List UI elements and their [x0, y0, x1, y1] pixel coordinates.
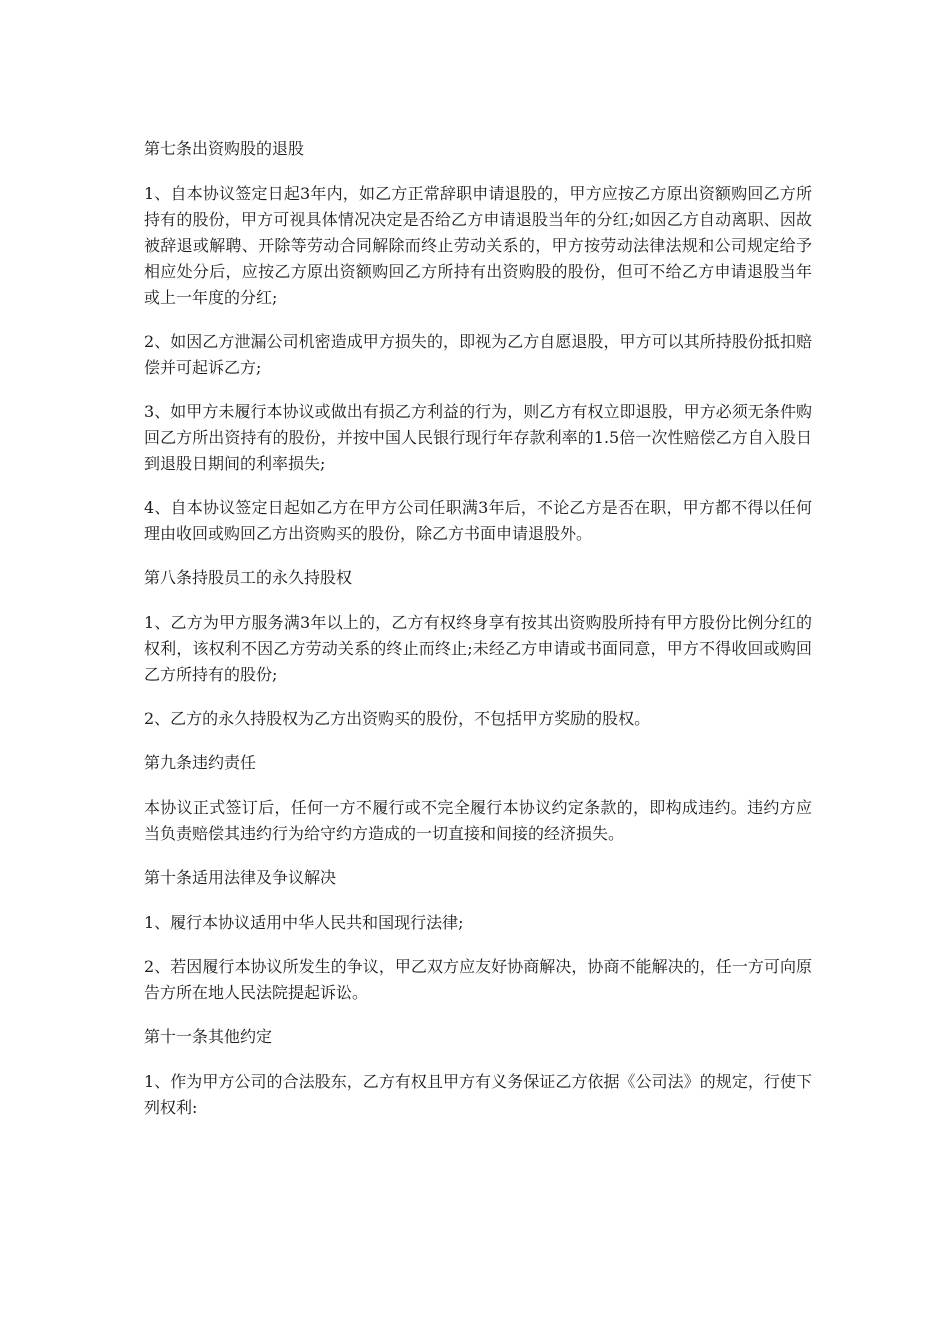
article-8-clause-1: 1、乙方为甲方服务满3年以上的，乙方有权终身享有按其出资购股所持有甲方股份比例分红的权利，该权利不因乙方劳动关系的终止而终止;未经乙方申请或书面同意，甲方不得收回或购回乙方所持有的股份; — [144, 613, 812, 684]
article-8-heading: 第八条持股员工的永久持股权 — [144, 568, 353, 587]
article-7-clause-1: 1、自本协议签定日起3年内，如乙方正常辞职申请退股的，甲方应按乙方原出资额购回乙方所持有的股份，甲方可视具体情况决定是否给乙方申请退股当年的分红;如因乙方自动离职、因故被辞退或解聘、开除等劳动合同解除而终止劳动关系的，甲方按劳动法律法规和公司规定给予相应处分后，应按乙方原出资额购回乙方所持有出资购股的股份，但可不给乙方申请退股当年或上一年度的分红; — [144, 184, 812, 307]
article-9-body: 本协议正式签订后，任何一方不履行或不完全履行本协议约定条款的，即构成违约。违约方应当负责赔偿其违约行为给守约方造成的一切直接和间接的经济损失。 — [144, 798, 812, 843]
article-7-clause-3: 3、如甲方未履行本协议或做出有损乙方利益的行为，则乙方有权立即退股，甲方必须无条件购回乙方所出资持有的股份，并按中国人民银行现行年存款利率的1.5倍一次性赔偿乙方自入股日到退股日期间的利率损失; — [144, 402, 812, 473]
article-10-heading: 第十条适用法律及争议解决 — [144, 868, 337, 887]
article-8-clause-2: 2、乙方的永久持股权为乙方出资购买的股份，不包括甲方奖励的股权。 — [144, 709, 651, 728]
article-11-heading: 第十一条其他约定 — [144, 1027, 273, 1046]
article-7-heading: 第七条出资购股的退股 — [144, 139, 305, 158]
article-7-clause-2: 2、如因乙方泄漏公司机密造成甲方损失的，即视为乙方自愿退股，甲方可以其所持股份抵扣赔偿并可起诉乙方; — [144, 332, 812, 377]
article-10-clause-2: 2、若因履行本协议所发生的争议，甲乙双方应友好协商解决，协商不能解决的，任一方可向原告方所在地人民法院提起诉讼。 — [144, 957, 812, 1002]
article-7-clause-4: 4、自本协议签定日起如乙方在甲方公司任职满3年后，不论乙方是否在职，甲方都不得以任何理由收回或购回乙方出资购买的股份，除乙方书面申请退股外。 — [144, 498, 812, 543]
article-11-clause-1: 1、作为甲方公司的合法股东，乙方有权且甲方有义务保证乙方依据《公司法》的规定，行使下列权利: — [144, 1072, 812, 1117]
article-9-heading: 第九条违约责任 — [144, 753, 257, 772]
document-body — [144, 136, 812, 1139]
article-10-clause-1: 1、履行本协议适用中华人民共和国现行法律; — [144, 913, 464, 932]
